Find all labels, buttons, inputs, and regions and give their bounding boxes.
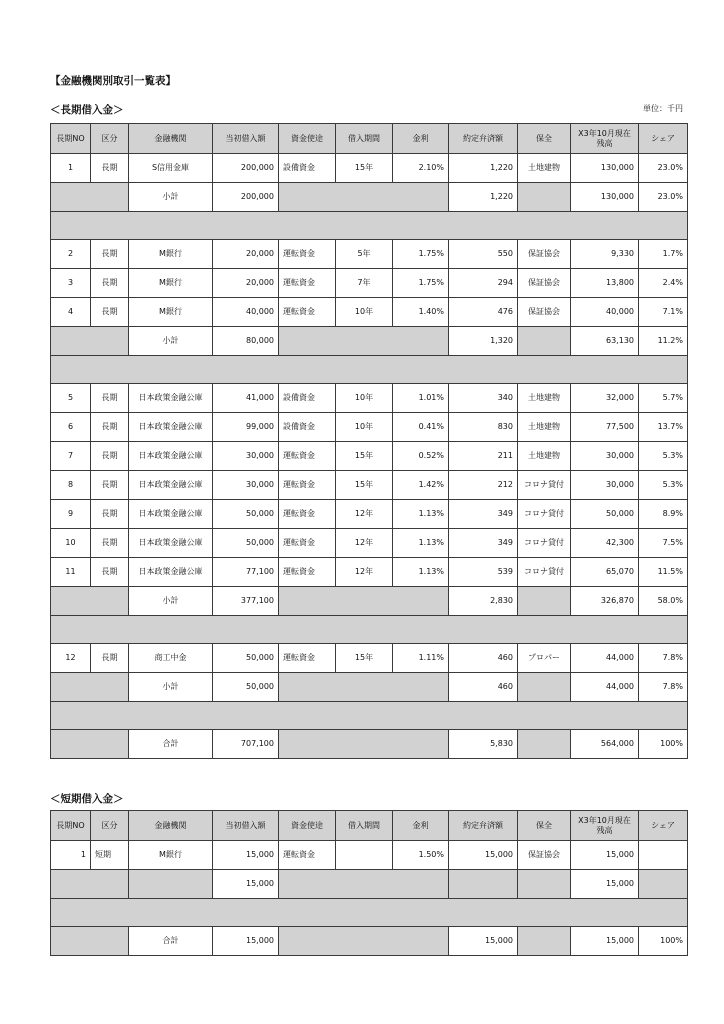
- bank-cell: M銀行: [129, 240, 213, 269]
- security-cell: コロナ貸付: [518, 471, 571, 500]
- repayment-cell: 15,000: [449, 841, 518, 870]
- security-cell: 土地建物: [518, 154, 571, 183]
- balance-header: X3年10月現在 残高: [571, 811, 639, 841]
- purpose-cell: 運転資金: [279, 644, 336, 673]
- balance-cell: 30,000: [571, 471, 639, 500]
- loan-no-cell: 11: [51, 558, 91, 587]
- initial-amount-cell: 30,000: [213, 442, 279, 471]
- table-row: [51, 298, 688, 327]
- initial-amount-cell: 41,000: [213, 384, 279, 413]
- share-cell: 11.5%: [639, 558, 688, 587]
- repayment-cell: 15,000: [449, 927, 518, 956]
- security-cell: 土地建物: [518, 413, 571, 442]
- category-cell: 長期: [91, 384, 129, 413]
- category-cell: 長期: [91, 558, 129, 587]
- period-cell: 15年: [336, 471, 393, 500]
- repayment-header: 約定弁済額: [449, 124, 518, 154]
- purpose-cell: 運転資金: [279, 442, 336, 471]
- share-header: シェア: [639, 811, 688, 841]
- repayment-header: 約定弁済額: [449, 811, 518, 841]
- repayment-cell: 349: [449, 529, 518, 558]
- security-cell: 保証協会: [518, 841, 571, 870]
- loan-no-cell: 12: [51, 644, 91, 673]
- share-header: シェア: [639, 124, 688, 154]
- blank-cell: [51, 870, 129, 899]
- share-cell: 5.3%: [639, 471, 688, 500]
- total-label: 合計: [129, 730, 213, 759]
- repayment-cell: 2,830: [449, 587, 518, 616]
- initial-amount-cell: 200,000: [213, 183, 279, 212]
- total-row: [51, 730, 688, 759]
- rate-cell: 1.11%: [393, 644, 449, 673]
- blank-cell: [279, 730, 449, 759]
- purpose-header: 資金使途: [279, 811, 336, 841]
- balance-cell: 65,070: [571, 558, 639, 587]
- repayment-cell: 340: [449, 384, 518, 413]
- category-cell: 長期: [91, 413, 129, 442]
- blank-cell: [51, 673, 129, 702]
- balance-cell: 15,000: [571, 870, 639, 899]
- period-cell: 12年: [336, 529, 393, 558]
- initial-amount-cell: 80,000: [213, 327, 279, 356]
- blank-cell: [279, 327, 449, 356]
- blank-cell: [518, 183, 571, 212]
- period-cell: 15年: [336, 154, 393, 183]
- blank-cell: [279, 587, 449, 616]
- repayment-cell: 460: [449, 644, 518, 673]
- loan-no-cell: 5: [51, 384, 91, 413]
- security-cell: 保証協会: [518, 269, 571, 298]
- share-cell: 1.7%: [639, 240, 688, 269]
- period-cell: 5年: [336, 240, 393, 269]
- category-cell: 長期: [91, 644, 129, 673]
- share-cell: 7.8%: [639, 644, 688, 673]
- initial-amount-cell: 15,000: [213, 870, 279, 899]
- category-cell: 長期: [91, 471, 129, 500]
- loan-no-cell: 10: [51, 529, 91, 558]
- total-row: [51, 927, 688, 956]
- spacer-row: [51, 212, 688, 240]
- bank-cell: 商工中金: [129, 644, 213, 673]
- share-cell: 8.9%: [639, 500, 688, 529]
- spacer-cell: [51, 212, 688, 240]
- category-cell: 長期: [91, 442, 129, 471]
- share-cell: 100%: [639, 927, 688, 956]
- security-cell: コロナ貸付: [518, 558, 571, 587]
- category-cell: 長期: [91, 240, 129, 269]
- initial-amount-header: 当初借入額: [213, 811, 279, 841]
- category-header: 区分: [91, 811, 129, 841]
- spacer-cell: [51, 899, 688, 927]
- balance-cell: 42,300: [571, 529, 639, 558]
- rate-cell: 1.40%: [393, 298, 449, 327]
- balance-header: X3年10月現在 残高: [571, 124, 639, 154]
- rate-cell: 1.13%: [393, 500, 449, 529]
- category-cell: 長期: [91, 154, 129, 183]
- loan-no-cell: 3: [51, 269, 91, 298]
- blank-cell: [518, 327, 571, 356]
- bank-cell: 日本政策金融公庫: [129, 529, 213, 558]
- purpose-cell: 運転資金: [279, 240, 336, 269]
- rate-cell: 1.13%: [393, 558, 449, 587]
- period-cell: 15年: [336, 442, 393, 471]
- balance-cell: 326,870: [571, 587, 639, 616]
- initial-amount-cell: 707,100: [213, 730, 279, 759]
- blank-cell: [51, 327, 129, 356]
- short-term-loans-table: [50, 810, 688, 956]
- bank-cell: M銀行: [129, 269, 213, 298]
- blank-cell: [279, 673, 449, 702]
- initial-amount-cell: 40,000: [213, 298, 279, 327]
- balance-cell: 130,000: [571, 183, 639, 212]
- security-cell: 土地建物: [518, 442, 571, 471]
- blank-cell: [51, 730, 129, 759]
- share-cell: 5.3%: [639, 442, 688, 471]
- loan-no-cell: 2: [51, 240, 91, 269]
- repayment-cell: 1,320: [449, 327, 518, 356]
- rate-cell: 2.10%: [393, 154, 449, 183]
- rate-cell: 0.52%: [393, 442, 449, 471]
- share-cell: 7.5%: [639, 529, 688, 558]
- share-cell: 23.0%: [639, 154, 688, 183]
- bank-header: 金融機関: [129, 124, 213, 154]
- share-cell: 23.0%: [639, 183, 688, 212]
- spacer-row: [51, 899, 688, 927]
- loan-no-cell: 9: [51, 500, 91, 529]
- initial-amount-cell: 50,000: [213, 500, 279, 529]
- rate-cell: 1.50%: [393, 841, 449, 870]
- blank-cell: [279, 927, 449, 956]
- subtotal-row: [51, 183, 688, 212]
- security-cell: 保証協会: [518, 298, 571, 327]
- spacer-row: [51, 616, 688, 644]
- spacer-cell: [51, 616, 688, 644]
- security-header: 保全: [518, 124, 571, 154]
- balance-cell: 130,000: [571, 154, 639, 183]
- balance-cell: 32,000: [571, 384, 639, 413]
- initial-amount-cell: 30,000: [213, 471, 279, 500]
- purpose-cell: 設備資金: [279, 413, 336, 442]
- category-cell: 長期: [91, 529, 129, 558]
- repayment-cell: 1,220: [449, 183, 518, 212]
- security-cell: 保証協会: [518, 240, 571, 269]
- period-cell: 12年: [336, 500, 393, 529]
- blank-cell: [51, 927, 129, 956]
- bank-cell: 日本政策金融公庫: [129, 558, 213, 587]
- category-cell: 長期: [91, 298, 129, 327]
- purpose-cell: 運転資金: [279, 841, 336, 870]
- spacer-cell: [51, 356, 688, 384]
- blank-cell: [518, 730, 571, 759]
- initial-amount-header: 当初借入額: [213, 124, 279, 154]
- table-row: [51, 471, 688, 500]
- loan-no-cell: 4: [51, 298, 91, 327]
- repayment-cell: 539: [449, 558, 518, 587]
- category-cell: 短期: [91, 841, 129, 870]
- table-row: [51, 269, 688, 298]
- blank-cell: [51, 587, 129, 616]
- rate-header: 金利: [393, 811, 449, 841]
- repayment-cell: 211: [449, 442, 518, 471]
- security-cell: コロナ貸付: [518, 529, 571, 558]
- repayment-cell: [449, 870, 518, 899]
- share-cell: 5.7%: [639, 384, 688, 413]
- subtotal-label: 小計: [129, 183, 213, 212]
- subtotal-label: [129, 870, 213, 899]
- table-row: [51, 154, 688, 183]
- initial-amount-cell: 20,000: [213, 240, 279, 269]
- blank-cell: [518, 587, 571, 616]
- initial-amount-cell: 20,000: [213, 269, 279, 298]
- unit-label: 単位：千円: [643, 104, 683, 113]
- table-row: [51, 529, 688, 558]
- purpose-cell: 運転資金: [279, 471, 336, 500]
- rate-cell: 1.42%: [393, 471, 449, 500]
- period-cell: 12年: [336, 558, 393, 587]
- loan-no-cell: 7: [51, 442, 91, 471]
- table-row: [51, 384, 688, 413]
- share-cell: 7.8%: [639, 673, 688, 702]
- bank-cell: M銀行: [129, 298, 213, 327]
- subtotal-row: [51, 587, 688, 616]
- long-term-loans-heading: ＜長期借入金＞: [50, 104, 124, 116]
- period-header: 借入期間: [336, 811, 393, 841]
- share-cell: 11.2%: [639, 327, 688, 356]
- repayment-cell: 294: [449, 269, 518, 298]
- balance-cell: 15,000: [571, 841, 639, 870]
- rate-header: 金利: [393, 124, 449, 154]
- balance-cell: 50,000: [571, 500, 639, 529]
- balance-cell: 564,000: [571, 730, 639, 759]
- repayment-cell: 460: [449, 673, 518, 702]
- loan-no-header: 長期NO: [51, 811, 91, 841]
- short-term-header-row: [51, 811, 688, 841]
- purpose-cell: 運転資金: [279, 269, 336, 298]
- balance-cell: 40,000: [571, 298, 639, 327]
- blank-cell: [518, 673, 571, 702]
- balance-cell: 30,000: [571, 442, 639, 471]
- share-cell: [639, 841, 688, 870]
- table-row: [51, 841, 688, 870]
- category-cell: 長期: [91, 500, 129, 529]
- purpose-cell: 設備資金: [279, 154, 336, 183]
- subtotal-row: [51, 673, 688, 702]
- spacer-cell: [51, 702, 688, 730]
- table-row: [51, 413, 688, 442]
- purpose-cell: 運転資金: [279, 558, 336, 587]
- period-cell: 7年: [336, 269, 393, 298]
- purpose-cell: 設備資金: [279, 384, 336, 413]
- security-cell: コロナ貸付: [518, 500, 571, 529]
- share-cell: [639, 870, 688, 899]
- spacer-row: [51, 356, 688, 384]
- table-row: [51, 644, 688, 673]
- initial-amount-cell: 50,000: [213, 673, 279, 702]
- purpose-cell: 運転資金: [279, 500, 336, 529]
- bank-cell: 日本政策金融公庫: [129, 442, 213, 471]
- initial-amount-cell: 377,100: [213, 587, 279, 616]
- loan-no-cell: 6: [51, 413, 91, 442]
- bank-cell: 日本政策金融公庫: [129, 384, 213, 413]
- balance-cell: 77,500: [571, 413, 639, 442]
- long-term-header-row: [51, 124, 688, 154]
- bank-cell: 日本政策金融公庫: [129, 471, 213, 500]
- rate-cell: 1.01%: [393, 384, 449, 413]
- loan-no-header: 長期NO: [51, 124, 91, 154]
- spacer-row: [51, 702, 688, 730]
- table-row: [51, 500, 688, 529]
- blank-cell: [518, 927, 571, 956]
- initial-amount-cell: 77,100: [213, 558, 279, 587]
- short-term-loans-heading: ＜短期借入金＞: [50, 793, 124, 805]
- initial-amount-cell: 99,000: [213, 413, 279, 442]
- period-cell: 10年: [336, 413, 393, 442]
- rate-cell: 0.41%: [393, 413, 449, 442]
- repayment-cell: 5,830: [449, 730, 518, 759]
- rate-cell: 1.75%: [393, 269, 449, 298]
- share-cell: 58.0%: [639, 587, 688, 616]
- balance-cell: 15,000: [571, 927, 639, 956]
- purpose-header: 資金使途: [279, 124, 336, 154]
- subtotal-label: 小計: [129, 327, 213, 356]
- purpose-cell: 運転資金: [279, 529, 336, 558]
- repayment-cell: 212: [449, 471, 518, 500]
- initial-amount-cell: 15,000: [213, 927, 279, 956]
- rate-cell: 1.13%: [393, 529, 449, 558]
- bank-cell: 日本政策金融公庫: [129, 413, 213, 442]
- security-cell: プロパー: [518, 644, 571, 673]
- balance-cell: 9,330: [571, 240, 639, 269]
- initial-amount-cell: 200,000: [213, 154, 279, 183]
- rate-cell: 1.75%: [393, 240, 449, 269]
- table-row: [51, 240, 688, 269]
- loan-no-cell: 1: [51, 154, 91, 183]
- period-cell: 15年: [336, 644, 393, 673]
- balance-cell: 44,000: [571, 644, 639, 673]
- bank-cell: S信用金庫: [129, 154, 213, 183]
- blank-cell: [279, 870, 449, 899]
- purpose-cell: 運転資金: [279, 298, 336, 327]
- bank-cell: M銀行: [129, 841, 213, 870]
- share-cell: 100%: [639, 730, 688, 759]
- subtotal-label: 小計: [129, 673, 213, 702]
- table-row: [51, 558, 688, 587]
- share-cell: 13.7%: [639, 413, 688, 442]
- subtotal-label: 小計: [129, 587, 213, 616]
- repayment-cell: 550: [449, 240, 518, 269]
- repayment-cell: 830: [449, 413, 518, 442]
- loan-no-cell: 1: [51, 841, 91, 870]
- table-row: [51, 442, 688, 471]
- initial-amount-cell: 50,000: [213, 644, 279, 673]
- bank-cell: 日本政策金融公庫: [129, 500, 213, 529]
- period-header: 借入期間: [336, 124, 393, 154]
- document-title: 【金融機関別取引一覧表】: [50, 75, 176, 87]
- repayment-cell: 349: [449, 500, 518, 529]
- initial-amount-cell: 15,000: [213, 841, 279, 870]
- subtotal-row: [51, 327, 688, 356]
- subtotal-row: [51, 870, 688, 899]
- period-cell: 10年: [336, 384, 393, 413]
- blank-cell: [518, 870, 571, 899]
- blank-cell: [279, 183, 449, 212]
- security-cell: 土地建物: [518, 384, 571, 413]
- period-cell: [336, 841, 393, 870]
- category-header: 区分: [91, 124, 129, 154]
- initial-amount-cell: 50,000: [213, 529, 279, 558]
- share-cell: 2.4%: [639, 269, 688, 298]
- bank-header: 金融機関: [129, 811, 213, 841]
- balance-cell: 63,130: [571, 327, 639, 356]
- loan-no-cell: 8: [51, 471, 91, 500]
- long-term-loans-table: [50, 123, 688, 759]
- repayment-cell: 476: [449, 298, 518, 327]
- share-cell: 7.1%: [639, 298, 688, 327]
- balance-cell: 44,000: [571, 673, 639, 702]
- blank-cell: [51, 183, 129, 212]
- category-cell: 長期: [91, 269, 129, 298]
- period-cell: 10年: [336, 298, 393, 327]
- security-header: 保全: [518, 811, 571, 841]
- balance-cell: 13,800: [571, 269, 639, 298]
- repayment-cell: 1,220: [449, 154, 518, 183]
- total-label: 合計: [129, 927, 213, 956]
